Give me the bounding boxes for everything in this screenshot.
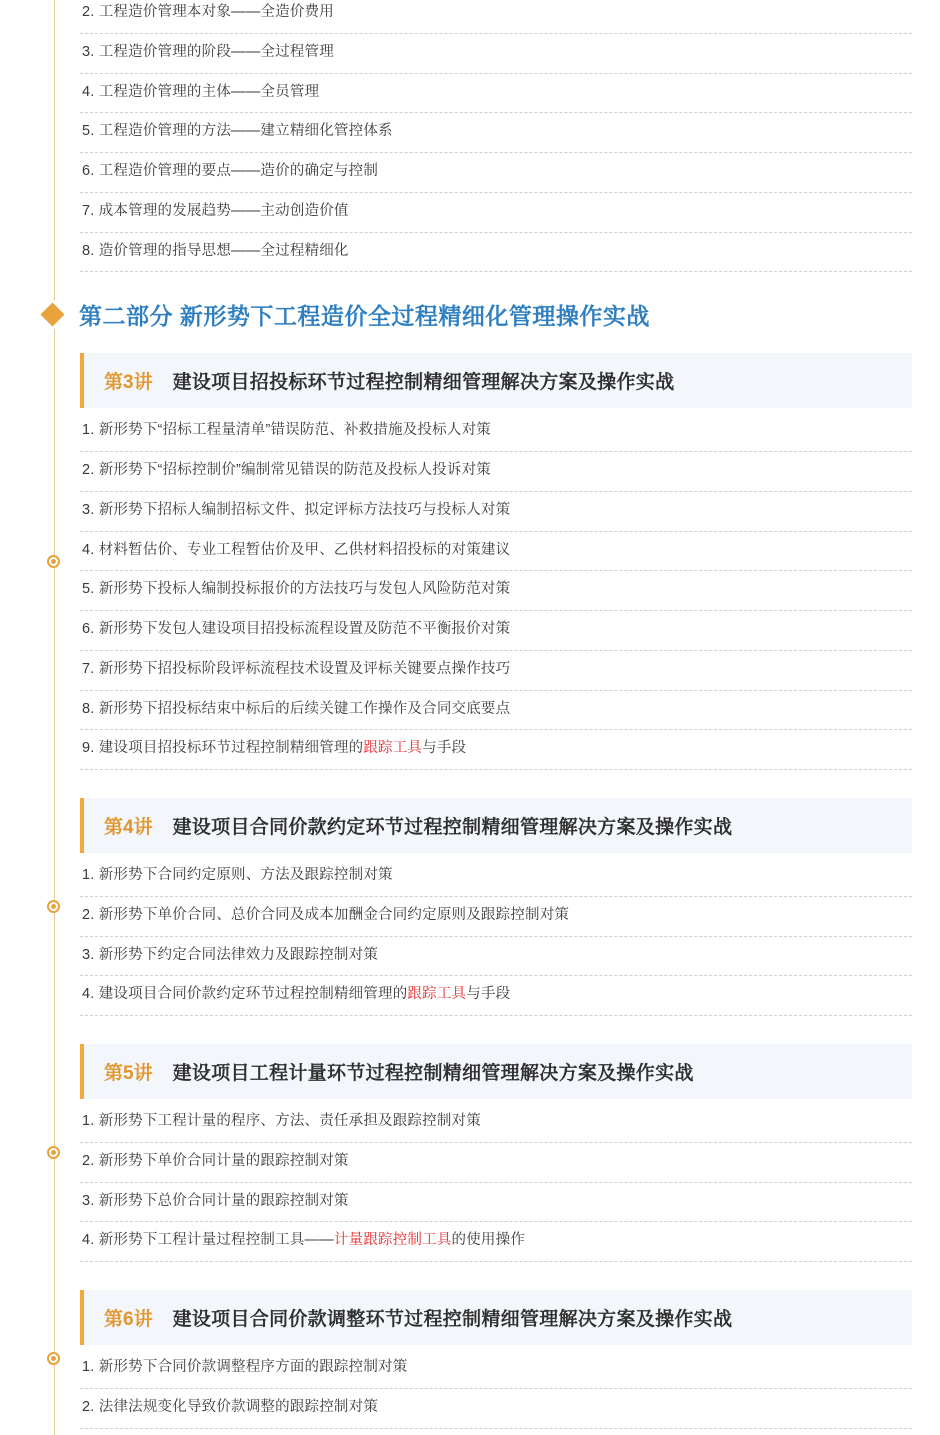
- item-text: 4. 新形势下工程计量过程控制工具——: [82, 1232, 334, 1249]
- item-text: 6. 新形势下发包人建设项目招投标流程设置及防范不平衡报价对策: [82, 621, 511, 637]
- lecture-block-5: [80, 1044, 912, 1262]
- lecture-title: 建设项目招投标环节过程控制精细管理解决方案及操作实战: [172, 372, 675, 394]
- list-item: [80, 532, 912, 572]
- list-item: [80, 863, 912, 897]
- lecture-header-6[interactable]: [80, 1290, 912, 1345]
- list-item: [80, 1222, 912, 1262]
- item-text-post: 与手段: [466, 986, 511, 1003]
- lecture-items-6: [80, 1355, 912, 1429]
- lecture-block-3: [80, 353, 912, 770]
- list-item: [80, 1183, 912, 1223]
- lecture-block-6: [80, 1290, 912, 1429]
- timeline-dot-icon: [47, 555, 60, 568]
- item-text: 4. 材料暂估价、专业工程暂估价及甲、乙供材料招投标的对策建议: [82, 541, 511, 558]
- lecture-header-5[interactable]: [80, 1044, 912, 1099]
- timeline-dot-icon: [47, 900, 60, 913]
- list-item: [80, 1109, 912, 1143]
- item-text-post: 的使用操作: [451, 1232, 526, 1249]
- list-item: [80, 1355, 912, 1389]
- timeline-rail: [54, 0, 55, 1435]
- list-item: 5. 工程造价管理的方法——建立精细化管控体系: [80, 113, 912, 153]
- list-item: [80, 691, 912, 731]
- lecture-number: 第4讲: [104, 817, 153, 838]
- list-item: [80, 730, 912, 770]
- item-highlight: 跟踪工具: [407, 986, 467, 1003]
- item-text: 2. 法律法规变化导致价款调整的跟踪控制对策: [82, 1398, 379, 1415]
- item-text: 9. 建设项目招投标环节过程控制精细管理的: [82, 740, 364, 757]
- section-heading-part2: [44, 298, 912, 331]
- list-item: 6. 工程造价管理的要点——造价的确定与控制: [80, 153, 912, 193]
- item-text: 3. 新形势下总价合同计量的跟踪控制对策: [82, 1192, 349, 1209]
- list-item: [80, 651, 912, 691]
- lecture-items-4: [80, 863, 912, 1016]
- item-text: 2. 新形势下单价合同、总价合同及成本加酬金合同约定原则及跟踪控制对策: [82, 906, 570, 923]
- item-highlight: 跟踪工具: [363, 740, 423, 757]
- list-item: [80, 897, 912, 937]
- item-highlight: 计量跟踪控制工具: [333, 1232, 452, 1249]
- lecture-title: 建设项目合同价款约定环节过程控制精细管理解决方案及操作实战: [172, 817, 733, 838]
- list-item: 4. 工程造价管理的主体——全员管理: [80, 74, 912, 114]
- list-item: [80, 611, 912, 651]
- item-text-post: 与手段: [422, 740, 467, 757]
- diamond-marker-icon: [40, 303, 64, 327]
- lecture-items-5: [80, 1109, 912, 1262]
- list-item: [80, 1389, 912, 1429]
- timeline-dot-icon: [47, 1352, 60, 1365]
- spacer: [80, 1268, 912, 1290]
- list-item: [80, 418, 912, 452]
- outline-list-top: [80, 0, 912, 272]
- item-text: 1. 新形势下“招标工程量清单”错误防范、补救措施及投标人对策: [82, 422, 491, 439]
- item-text: 4. 建设项目合同价款约定环节过程控制精细管理的: [82, 986, 408, 1003]
- list-item: [80, 492, 912, 532]
- page-title: 第二部分 新形势下工程造价全过程精细化管理操作实战: [79, 303, 650, 330]
- item-text: 1. 新形势下合同约定原则、方法及跟踪控制对策: [82, 867, 393, 883]
- lecture-title: 建设项目合同价款调整环节过程控制精细管理解决方案及操作实战: [172, 1309, 733, 1330]
- item-text: 3. 新形势下约定合同法律效力及跟踪控制对策: [82, 946, 379, 963]
- document-content: [80, 0, 912, 1429]
- spacer: [80, 1022, 912, 1044]
- lecture-number: 第5讲: [104, 1063, 153, 1084]
- list-item: [80, 976, 912, 1016]
- lecture-title: 建设项目工程计量环节过程控制精细管理解决方案及操作实战: [172, 1063, 694, 1084]
- item-text: 8. 新形势下招投标结束中标后的后续关键工作操作及合同交底要点: [82, 700, 511, 717]
- lecture-items-3: [80, 418, 912, 770]
- timeline-dot-icon: [47, 1146, 60, 1159]
- list-item: 7. 成本管理的发展趋势——主动创造价值: [80, 193, 912, 233]
- list-item: [80, 937, 912, 977]
- item-text: 1. 新形势下合同价款调整程序方面的跟踪控制对策: [82, 1359, 408, 1375]
- item-text: 2. 新形势下单价合同计量的跟踪控制对策: [82, 1152, 349, 1169]
- lecture-block-4: [80, 798, 912, 1016]
- item-text: 3. 新形势下招标人编制招标文件、拟定评标方法技巧与投标人对策: [82, 501, 511, 518]
- item-text: 5. 新形势下投标人编制投标报价的方法技巧与发包人风险防范对策: [82, 581, 511, 598]
- spacer: [80, 776, 912, 798]
- item-text: 2. 新形势下“招标控制价”编制常见错误的防范及投标人投诉对策: [82, 462, 491, 478]
- lecture-number: 第3讲: [104, 372, 153, 394]
- list-item: 3. 工程造价管理的阶段——全过程管理: [80, 34, 912, 74]
- list-item: 2. 工程造价管理本对象——全造价费用: [80, 0, 912, 34]
- lecture-header-4[interactable]: [80, 798, 912, 853]
- item-text: 1. 新形势下工程计量的程序、方法、责任承担及跟踪控制对策: [82, 1113, 481, 1129]
- list-item: [80, 1143, 912, 1183]
- list-item: [80, 571, 912, 611]
- lecture-number: 第6讲: [104, 1309, 153, 1330]
- lecture-header-3[interactable]: [80, 353, 912, 408]
- item-text: 7. 新形势下招投标阶段评标流程技术设置及评标关键要点操作技巧: [82, 660, 511, 677]
- list-item: [80, 452, 912, 492]
- list-item: 8. 造价管理的指导思想——全过程精细化: [80, 233, 912, 273]
